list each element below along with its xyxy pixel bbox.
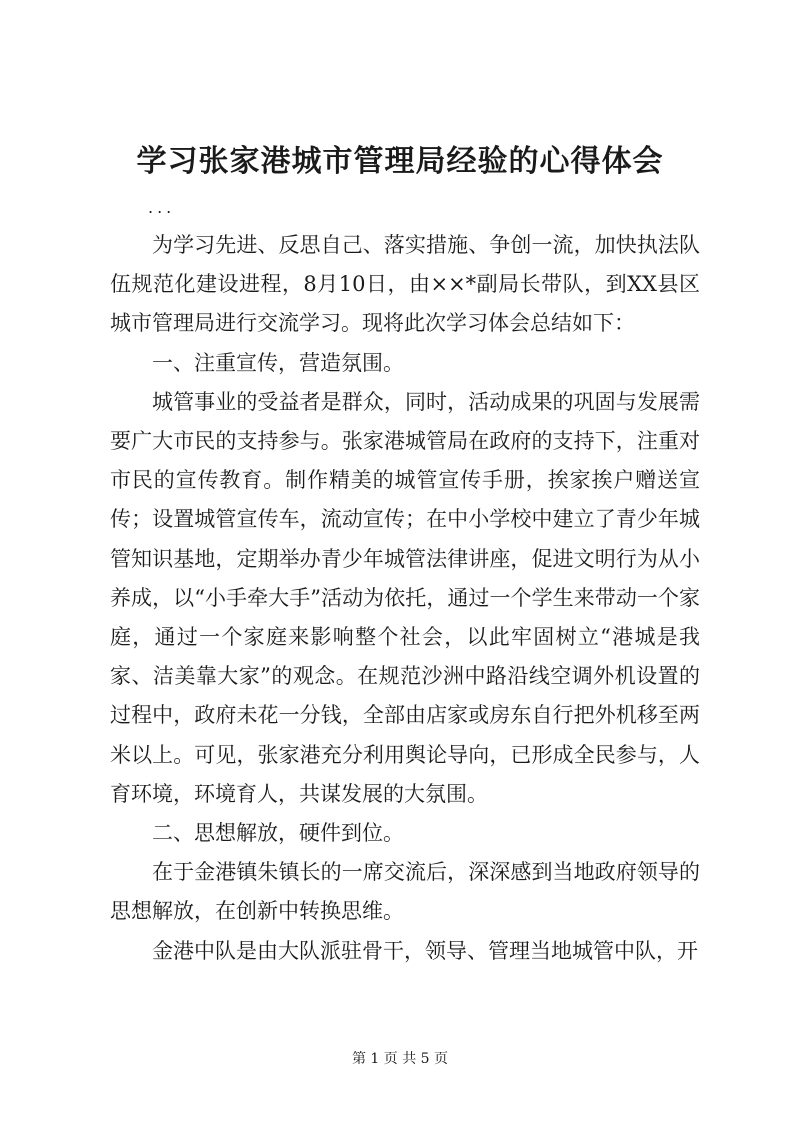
document-title: 学习张家港城市管理局经验的心得体会 bbox=[136, 144, 664, 179]
paragraph-exchange: 在于金港镇朱镇长的一席交流后，深深感到当地政府领导的思想解放，在创新中转换思维。 bbox=[110, 860, 700, 924]
paragraph-intro: 为学习先进、反思自己、落实措施、争创一流，加快执法队伍规范化建设进程，8月10日，由××*副局长带队，到XX县区城市管理局进行交流学习。现将此次学习体会总结如下： bbox=[110, 233, 700, 336]
section-heading-1: 一、注重宣传，营造氛围。 bbox=[152, 350, 404, 375]
document-body bbox=[110, 226, 700, 971]
section-heading-2: 二、思想解放，硬件到位。 bbox=[152, 821, 404, 846]
paragraph-publicity: 城管事业的受益者是群众，同时，活动成果的巩固与发展需要广大市民的支持参与。张家港城管局在政府的支持下，注重对市民的宣传教育。制作精美的城管宣传手册，挨家挨户赠送宣传；设置城管宣传车，流动宣传；在中小学校中建立了青少年城管知识基地，定期举办青少年城管法律讲座，促进文明行为从小养成，以“小手牵大手”活动为依托，通过一个学生来带动一个家庭，通过一个家庭来影响整个社会，以此牢固树立“港城是我家、洁美靠大家”的观念。在规范沙洲中路沿线空调外机设置的过程中，政府未花一分钱，全部由店家或房东自行把外机移至两米以上。可见，张家港充分利用舆论导向，已形成全民参与，人育环境，环境育人，共谋发展的大氛围。 bbox=[110, 389, 700, 806]
paragraph-squadron: 金港中队是由大队派驻骨干，领导、管理当地城管中队，开 bbox=[152, 938, 698, 963]
ellipsis-marker: ... bbox=[148, 198, 176, 217]
page-footer: 第 1 页 共 5 页 bbox=[351, 1051, 449, 1067]
